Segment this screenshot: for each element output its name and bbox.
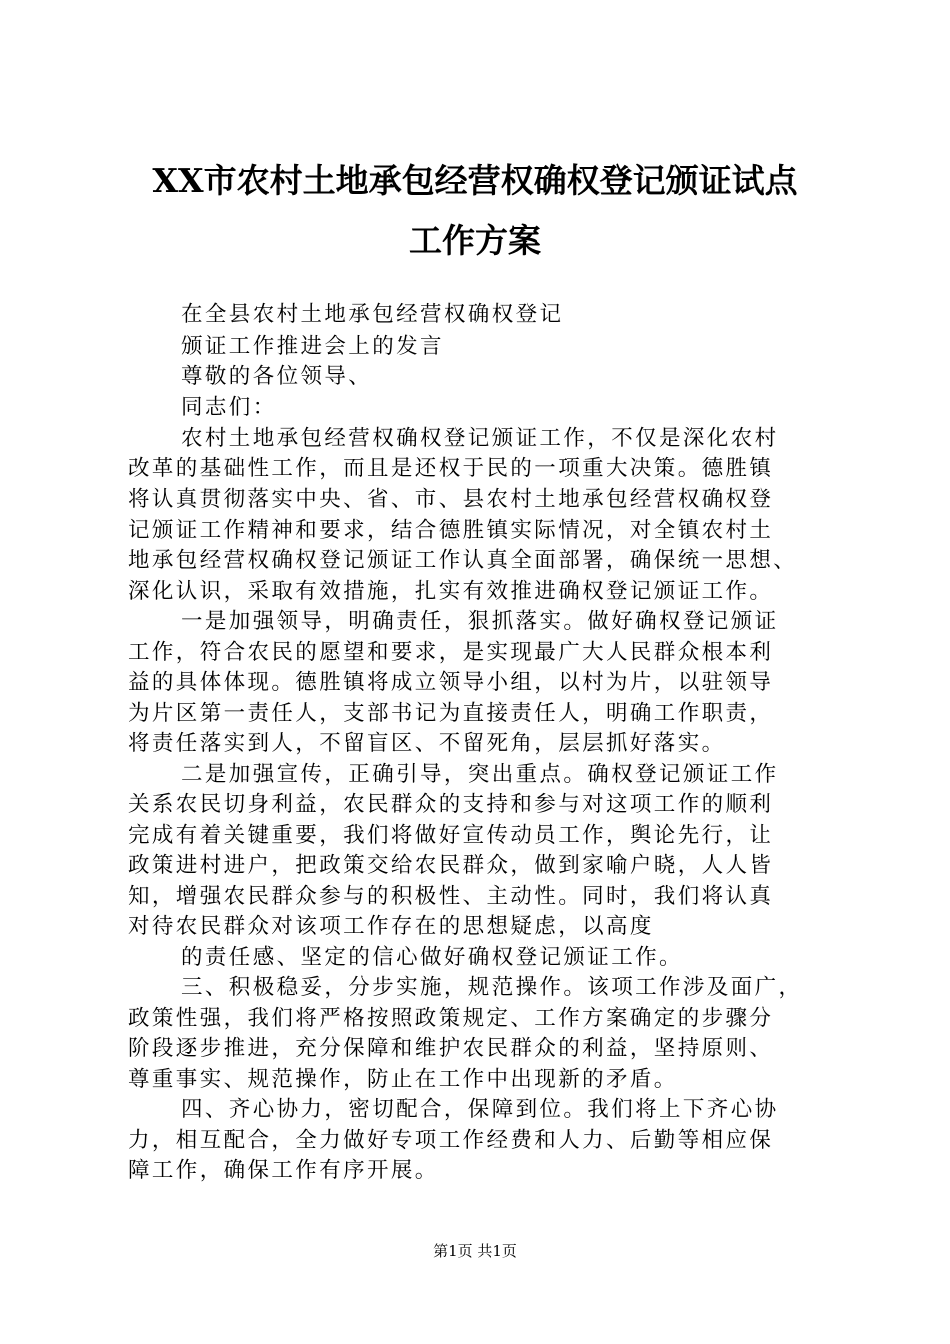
body-line: 农村土地承包经营权确权登记颁证工作，不仅是深化农村 <box>181 426 779 451</box>
body-line: 一是加强领导，明确责任，狠抓落实。做好确权登记颁证 <box>181 609 779 634</box>
page-number-footer: 第1页 共1页 <box>433 1242 517 1260</box>
body-line: 同志们： <box>181 395 277 420</box>
body-line: 记颁证工作精神和要求，结合德胜镇实际情况，对全镇农村土 <box>128 518 774 543</box>
body-line: 颁证工作推进会上的发言 <box>181 334 444 359</box>
body-line: 政策性强，我们将严格按照政策规定、工作方案确定的步骤分 <box>128 1006 774 1031</box>
body-line: 障工作，确保工作有序开展。 <box>128 1158 439 1183</box>
body-line: 益的具体体现。德胜镇将成立领导小组，以村为片，以驻领导 <box>128 670 774 695</box>
body-line: 关系农民切身利益，农民群众的支持和参与对这项工作的顺利 <box>128 792 774 817</box>
body-line: 尊敬的各位领导、 <box>181 364 373 389</box>
body-line: 对待农民群众对该项工作存在的思想疑虑，以高度 <box>128 914 654 939</box>
body-line: 阶段逐步推进，充分保障和维护农民群众的利益，坚持原则、 <box>128 1036 774 1061</box>
document-title-line-1: XX市农村土地承包经营权确权登记颁证试点 <box>152 161 798 200</box>
body-line: 工作，符合农民的愿望和要求，是实现最广大人民群众根本利 <box>128 640 774 665</box>
body-line: 地承包经营权确权登记颁证工作认真全面部署，确保统一思想、 <box>128 548 798 573</box>
body-line: 知，增强农民群众参与的积极性、主动性。同时，我们将认真 <box>128 884 774 909</box>
body-line: 的责任感、坚定的信心做好确权登记颁证工作。 <box>181 945 683 970</box>
body-line: 在全县农村土地承包经营权确权登记 <box>181 302 564 327</box>
body-line: 为片区第一责任人，支部书记为直接责任人，明确工作职责， <box>128 701 774 726</box>
body-line: 尊重事实、规范操作，防止在工作中出现新的矛盾。 <box>128 1067 678 1092</box>
body-line: 将认真贯彻落实中央、省、市、县农村土地承包经营权确权登 <box>128 487 774 512</box>
body-line: 深化认识，采取有效措施，扎实有效推进确权登记颁证工作。 <box>128 579 774 604</box>
body-line: 完成有着关键重要，我们将做好宣传动员工作，舆论先行，让 <box>128 823 774 848</box>
body-line: 四、齐心协力，密切配合，保障到位。我们将上下齐心协 <box>181 1097 779 1122</box>
body-line: 二是加强宣传，正确引导，突出重点。确权登记颁证工作 <box>181 762 779 787</box>
body-line: 改革的基础性工作，而且是还权于民的一项重大决策。德胜镇 <box>128 456 774 481</box>
document-title-line-2: 工作方案 <box>409 221 541 260</box>
body-line: 力，相互配合，全力做好专项工作经费和人力、后勤等相应保 <box>128 1128 774 1153</box>
body-line: 三、积极稳妥，分步实施，规范操作。该项工作涉及面广， <box>181 975 803 1000</box>
body-line: 政策进村进户，把政策交给农民群众，做到家喻户晓，人人皆 <box>128 853 774 878</box>
body-line: 将责任落实到人，不留盲区、不留死角，层层抓好落实。 <box>128 731 726 756</box>
